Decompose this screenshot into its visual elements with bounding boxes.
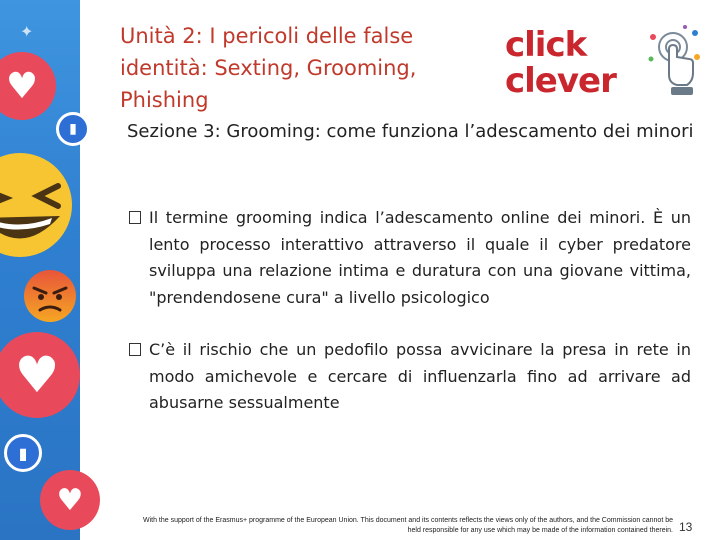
thumbs-up-icon: ▮ xyxy=(4,434,42,472)
section-title: Sezione 3: Grooming: come funziona l’adescamento dei minori xyxy=(127,121,694,142)
bullet-text: C’è il rischio che un pedofilo possa avvicinare la presa in rete in modo amichevole e cercare di influenzarla fino ad arrivare ad abusarne sessualmente xyxy=(149,340,691,412)
decorative-sidebar xyxy=(0,0,84,540)
sparkle-icon: ✦ xyxy=(20,24,34,41)
laughing-emoji-icon xyxy=(0,150,80,260)
bullet-text: Il termine grooming indica l’adescamento online dei minori. È un lento processo interattivo attraverso il quale il cyber predatore sviluppa una relazione intima e duratura con una giovane vittima, "prendendosene cura" a livello psicologico xyxy=(149,208,691,307)
bullet-item xyxy=(129,337,691,417)
slide-title: Unità 2: I pericoli delle false identità: Sexting, Grooming, Phishing xyxy=(120,24,417,112)
bullet-item xyxy=(129,205,691,311)
footer-disclaimer: With the support of the Erasmus+ programme of the European Union. This document and its contents reflects the views only of the authors, and the Commission cannot be held responsible for any use which may be made of the information contained therein. xyxy=(142,517,673,534)
touch-hand-icon xyxy=(647,23,705,99)
heart-icon: ♥ xyxy=(40,470,100,530)
heart-icon: ♥ xyxy=(0,332,80,418)
angry-emoji-icon xyxy=(22,268,78,324)
page-number: 13 xyxy=(679,520,693,534)
click-clever-logo xyxy=(505,27,705,107)
bullet-square-icon xyxy=(129,211,141,224)
logo-text-line2: clever xyxy=(505,61,616,101)
thumbs-up-icon: ▮ xyxy=(56,112,90,146)
heart-icon: ♥ xyxy=(0,52,56,120)
bullet-square-icon xyxy=(129,343,141,356)
logo-text-line1: click xyxy=(505,25,587,65)
